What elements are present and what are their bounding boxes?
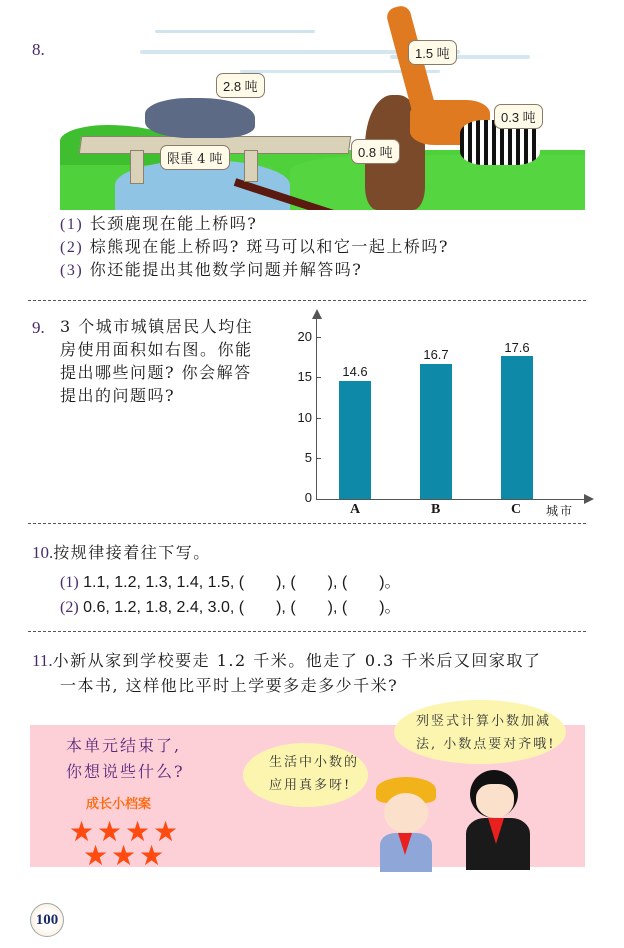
y-axis-arrow-icon	[312, 309, 322, 319]
question-10-number: 10.	[32, 543, 54, 562]
bar-a	[339, 381, 371, 499]
y-tick-label: 0	[304, 490, 312, 505]
subquestion: (3) 你还能提出其他数学问题并解答吗?	[60, 260, 363, 279]
boy-illustration	[460, 770, 535, 870]
girl-illustration	[370, 777, 442, 872]
question-8-subquestions	[60, 212, 449, 281]
subquestion: (2) 棕熊现在能上桥吗? 斑马可以和它一起上桥吗?	[60, 237, 449, 256]
star-icon: ★	[125, 815, 151, 848]
growth-archive-label: 成长小档案	[86, 797, 152, 812]
x-axis	[316, 499, 586, 500]
x-axis-arrow-icon	[584, 494, 594, 504]
star-icon: ★	[97, 815, 123, 848]
bar-value-label: 14.6	[342, 364, 368, 379]
bear-weight-label: 0.8 吨	[351, 139, 400, 164]
star-icon: ★	[139, 839, 165, 872]
bar-c	[501, 356, 533, 499]
sequence-row: (1) 1.1, 1.2, 1.3, 1.4, 1.5, ( ), ( ), ( )。	[60, 574, 401, 591]
star-icon: ★	[83, 839, 109, 872]
question-9-text: 3 个城市城镇居民人均住 房使用面积如右图。你能 提出哪些问题? 你会解答 提出的问题吗?	[60, 317, 254, 405]
bridge-limit-label: 限重 4 吨	[160, 145, 230, 170]
x-category-label: B	[431, 502, 441, 517]
y-tick-label: 10	[297, 410, 312, 425]
speech-bubble-right: 列竖式计算小数加减 法, 小数点要对齐哦!	[394, 700, 566, 764]
divider	[28, 631, 586, 632]
divider	[28, 300, 586, 301]
sequence-rows	[60, 570, 401, 620]
x-category-label: A	[350, 502, 361, 517]
question-8-number: 8.	[32, 40, 45, 59]
star-icon: ★	[153, 815, 179, 848]
x-category-label: C	[511, 502, 522, 517]
summary-heading: 本单元结束了, 你想说些什么?	[66, 736, 185, 781]
y-tick-label: 20	[297, 329, 312, 344]
question-11-number: 11.	[32, 651, 53, 670]
x-axis-label: 城市	[546, 504, 575, 518]
star-icon: ★	[69, 815, 95, 848]
question-11: 11.小新从家到学校要走 1.2 千米。他走了 0.3 千米后又回家取了 一本书, 这样他比平时上学要多走多少千米?	[32, 651, 542, 695]
rhino	[145, 98, 255, 138]
divider	[28, 523, 586, 524]
page-number-badge	[30, 903, 64, 937]
giraffe-weight-label: 1.5 吨	[408, 40, 457, 65]
subquestion: (1) 长颈鹿现在能上桥吗?	[60, 214, 258, 233]
page-number: 100	[35, 911, 59, 928]
animals-bridge-illustration	[60, 0, 585, 210]
bar-value-label: 17.6	[504, 340, 530, 355]
bar-value-label: 16.7	[423, 347, 449, 362]
bar-b	[420, 364, 452, 499]
sequence-row: (2) 0.6, 1.2, 1.8, 2.4, 3.0, ( ), ( ), ( )。	[60, 599, 401, 616]
y-tick-label: 15	[297, 369, 312, 384]
question-10-title: 按规律接着往下写。	[53, 543, 211, 562]
star-icon: ★	[111, 839, 137, 872]
rhino-weight-label: 2.8 吨	[216, 73, 265, 98]
speech-bubble-left: 生活中小数的 应用真多呀!	[243, 743, 368, 807]
question-10	[32, 540, 211, 563]
y-axis	[316, 318, 317, 500]
zebra-weight-label: 0.3 吨	[494, 104, 543, 129]
y-tick-label: 5	[304, 450, 312, 465]
question-9-number: 9.	[32, 318, 45, 337]
